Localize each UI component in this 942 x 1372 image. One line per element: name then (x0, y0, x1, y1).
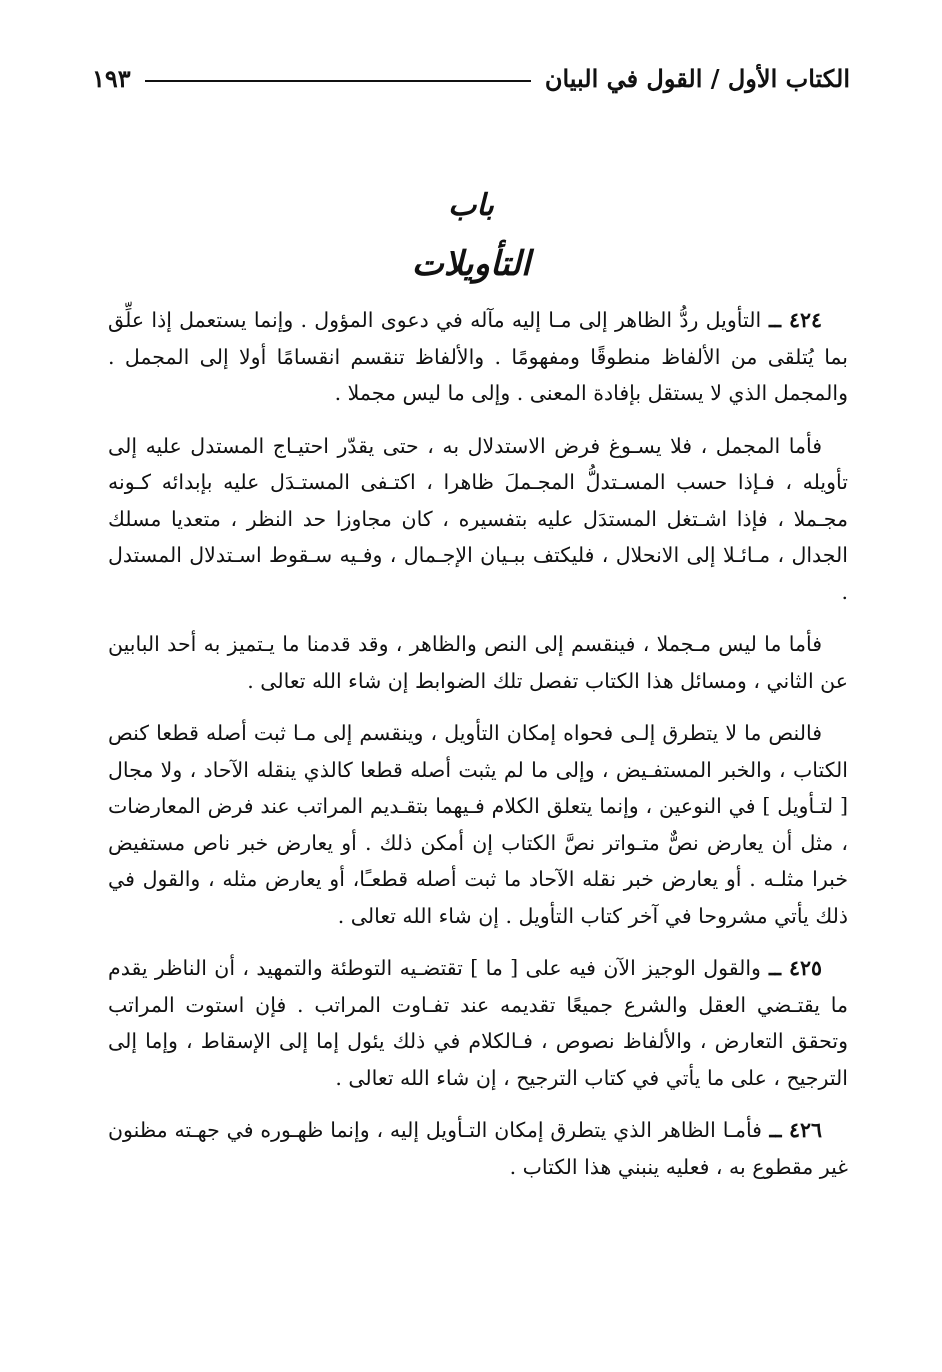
running-header (92, 58, 850, 98)
paragraph-text: فأما المجمل ، فلا يسـوغ فرض الاستدلال به ، حتى يقدّر احتيـاج المستدل عليه إلى تأويله ، فـإذا حسب المسـتدلُّ المجـملَ ظاهرا ، اكتـفى المستـدَل عليه بإبدائه كـونه مجـملا ، فإذا اشـتغل المستدَل عليه بتفسيره ، كان مجاوزا حد النظر ، متعديا مسلك الجدال ، مـائـلا إلى الانحلال ، فليكتف ببـيان الإجـمال ، وفـيه سـقوط اسـتدلال المستدل . (108, 433, 848, 604)
paragraph-mujmal (108, 428, 848, 611)
paragraph-nass (108, 715, 848, 934)
paragraph-not-mujmal (108, 626, 848, 699)
paragraph-text: التأويل ردُّ الظاهر إلى مـا إليه مآله في دعوى المؤول . وإنما يستعمل إذا علِّق بما يُتلقى من الألفاظ منطوقًا ومفهومًا . والألفاظ تنقسم انقسامًا أولا إلى المجمل . والمجمل الذي لا يستقل بإفادة المعنى . وإلى ما ليس مجملا . (108, 308, 848, 405)
chapter-label: باب (448, 188, 494, 223)
paragraph-424 (108, 302, 848, 412)
paragraph-number: ٤٢٦ ــ (762, 1118, 822, 1142)
chapter-title: التأويلات (411, 244, 531, 284)
paragraph-text: فأمـا الظاهر الذي يتطرق إمكان التـأويل إليه ، وإنما ظهـوره في جهـته مظنون غير مقطوع به ، فعليه ينبني هذا الكتاب . (108, 1118, 848, 1179)
paragraph-425 (108, 950, 848, 1096)
paragraph-text: والقول الوجيز الآن فيه على [ ما ] تقتضـيه التوطئة والتمهيد ، أن الناظر يقدم ما يقتـضي العقل والشرع جميعًا تقديمه عند تفـاوت المراتب . فإن استوت المراتب وتحقق التعارض ، والألفاظ نصوص ، فـالكلام في ذلك يئول إما إلى الإسقاط ، وإما إلى الترجيح ، على ما يأتي في كتاب الترجيح ، إن شاء الله تعالى . (108, 956, 848, 1090)
paragraph-426 (108, 1112, 848, 1185)
paragraph-text: فالنص ما لا يتطرق إلـى فحواه إمكان التأويل ، وينقسم إلى مـا ثبت أصله قطعا كنص الكتاب ، والخبر المستفـيض ، وإلى ما لم يثبت أصله قطعا كالذي ينقله الآحاد ، ولا مجال [ لتـأويل ] في النوعين ، وإنما يتعلق الكلام فـيهما بتقـديم المراتب عند فرض المعارضات ، مثل أن يعارض نصٌّ متـواتر نصَّ الكتاب إن أمكن ذلك . أو يعارض خبر ناص مستفيض خبرا مثلـه . أو يعارض خبر نقله الآحاد ما ثبت أصله قطعـًا، أو يعارض مثله ، والقول في ذلك يأتي مشروحا في آخر كتاب التأويل . إن شاء الله تعالى . (108, 721, 848, 928)
paragraph-number: ٤٢٥ ــ (760, 956, 822, 980)
header-rule (145, 80, 531, 82)
page-number: ١٩٣ (92, 63, 131, 93)
body-text (108, 302, 848, 1201)
paragraph-text: فأما ما ليس مـجملا ، فينقسم إلى النص والظاهر ، وقد قدمنا ما يـتميز به أحد البابين عن الثاني ، ومسائل هذا الكتاب تفصل تلك الضوابط إن شاء الله تعالى . (108, 632, 848, 693)
paragraph-number: ٤٢٤ ــ (761, 308, 822, 332)
running-title: الكتاب الأول / القول في البيان (544, 63, 850, 93)
